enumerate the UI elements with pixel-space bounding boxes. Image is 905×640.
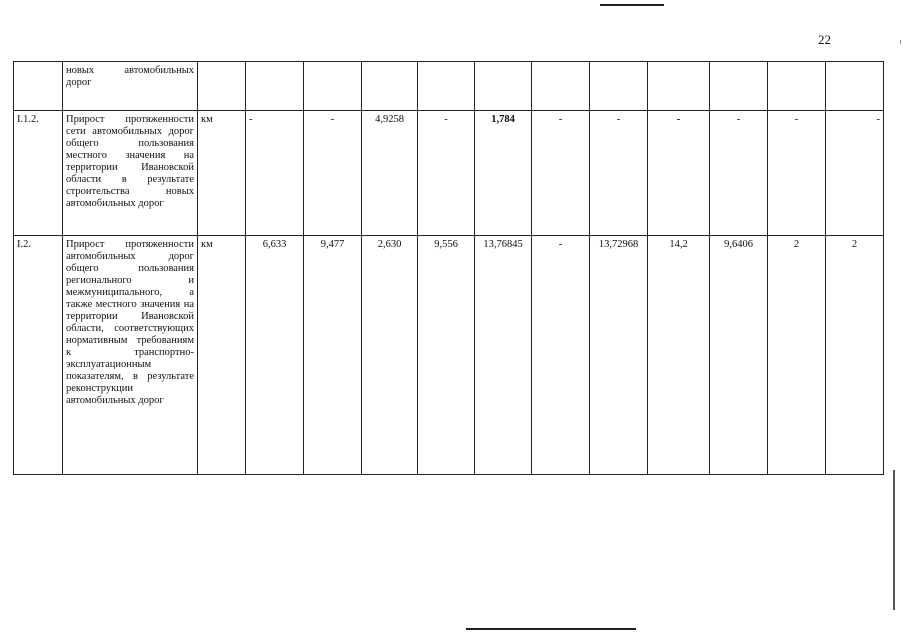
unit-cell: км: [198, 236, 246, 475]
value-cell: -: [710, 111, 768, 236]
value-cell: [475, 62, 532, 111]
table-row: [14, 62, 884, 111]
value-cell: [246, 62, 304, 111]
value-cell: -: [418, 111, 475, 236]
value-cell: [304, 62, 362, 111]
value-cell: -: [768, 111, 826, 236]
scan-artifact-bottom: [466, 628, 636, 630]
scan-artifact-top: [600, 4, 664, 6]
table-row: [14, 236, 884, 475]
value-cell: 9,556: [418, 236, 475, 475]
value-cell: 2: [826, 236, 884, 475]
value-cell: [362, 62, 418, 111]
indicator-name: Прирост протяженности сети автомобильных дорог общего пользования местного значения на территории Ивановской области в результате строительства новых автомобильных дорог: [63, 111, 198, 236]
value-cell: 9,477: [304, 236, 362, 475]
value-cell: [768, 62, 826, 111]
value-cell: -: [590, 111, 648, 236]
value-cell: 13,72968: [590, 236, 648, 475]
value-cell: [710, 62, 768, 111]
value-cell: -: [532, 111, 590, 236]
value-cell: [826, 62, 884, 111]
value-cell: -: [826, 111, 884, 236]
value-cell: -: [532, 236, 590, 475]
scan-artifact-dot: [900, 40, 901, 44]
row-number: I.1.2.: [14, 111, 63, 236]
value-cell: [532, 62, 590, 111]
value-cell: [648, 62, 710, 111]
indicator-name: новых автомобильных дорог: [63, 62, 198, 111]
unit-cell: [198, 62, 246, 111]
value-cell: 2: [768, 236, 826, 475]
page-number: 22: [818, 32, 831, 47]
value-cell: [418, 62, 475, 111]
value-cell: 2,630: [362, 236, 418, 475]
value-cell: 1,784: [475, 111, 532, 236]
value-cell: -: [648, 111, 710, 236]
value-cell: 9,6406: [710, 236, 768, 475]
scan-artifact-edge: [893, 470, 895, 610]
value-cell: 13,76845: [475, 236, 532, 475]
value-cell: -: [246, 111, 304, 236]
indicator-table: [13, 61, 884, 475]
row-number: I.2.: [14, 236, 63, 475]
value-cell: 14,2: [648, 236, 710, 475]
row-number: [14, 62, 63, 111]
value-cell: 6,633: [246, 236, 304, 475]
unit-cell: км: [198, 111, 246, 236]
value-cell: [590, 62, 648, 111]
table-row: [14, 111, 884, 236]
value-cell: -: [304, 111, 362, 236]
value-cell: 4,9258: [362, 111, 418, 236]
indicator-name: Прирост протяженности автомобильных дорог общего пользования регионального и межмуниципального, а также местного значения на территории Ивановской области, соответствующих нормативным требованиям к транспортно-эксплуатационным показателям, в результате реконструкции автомобильных дорог: [63, 236, 198, 475]
